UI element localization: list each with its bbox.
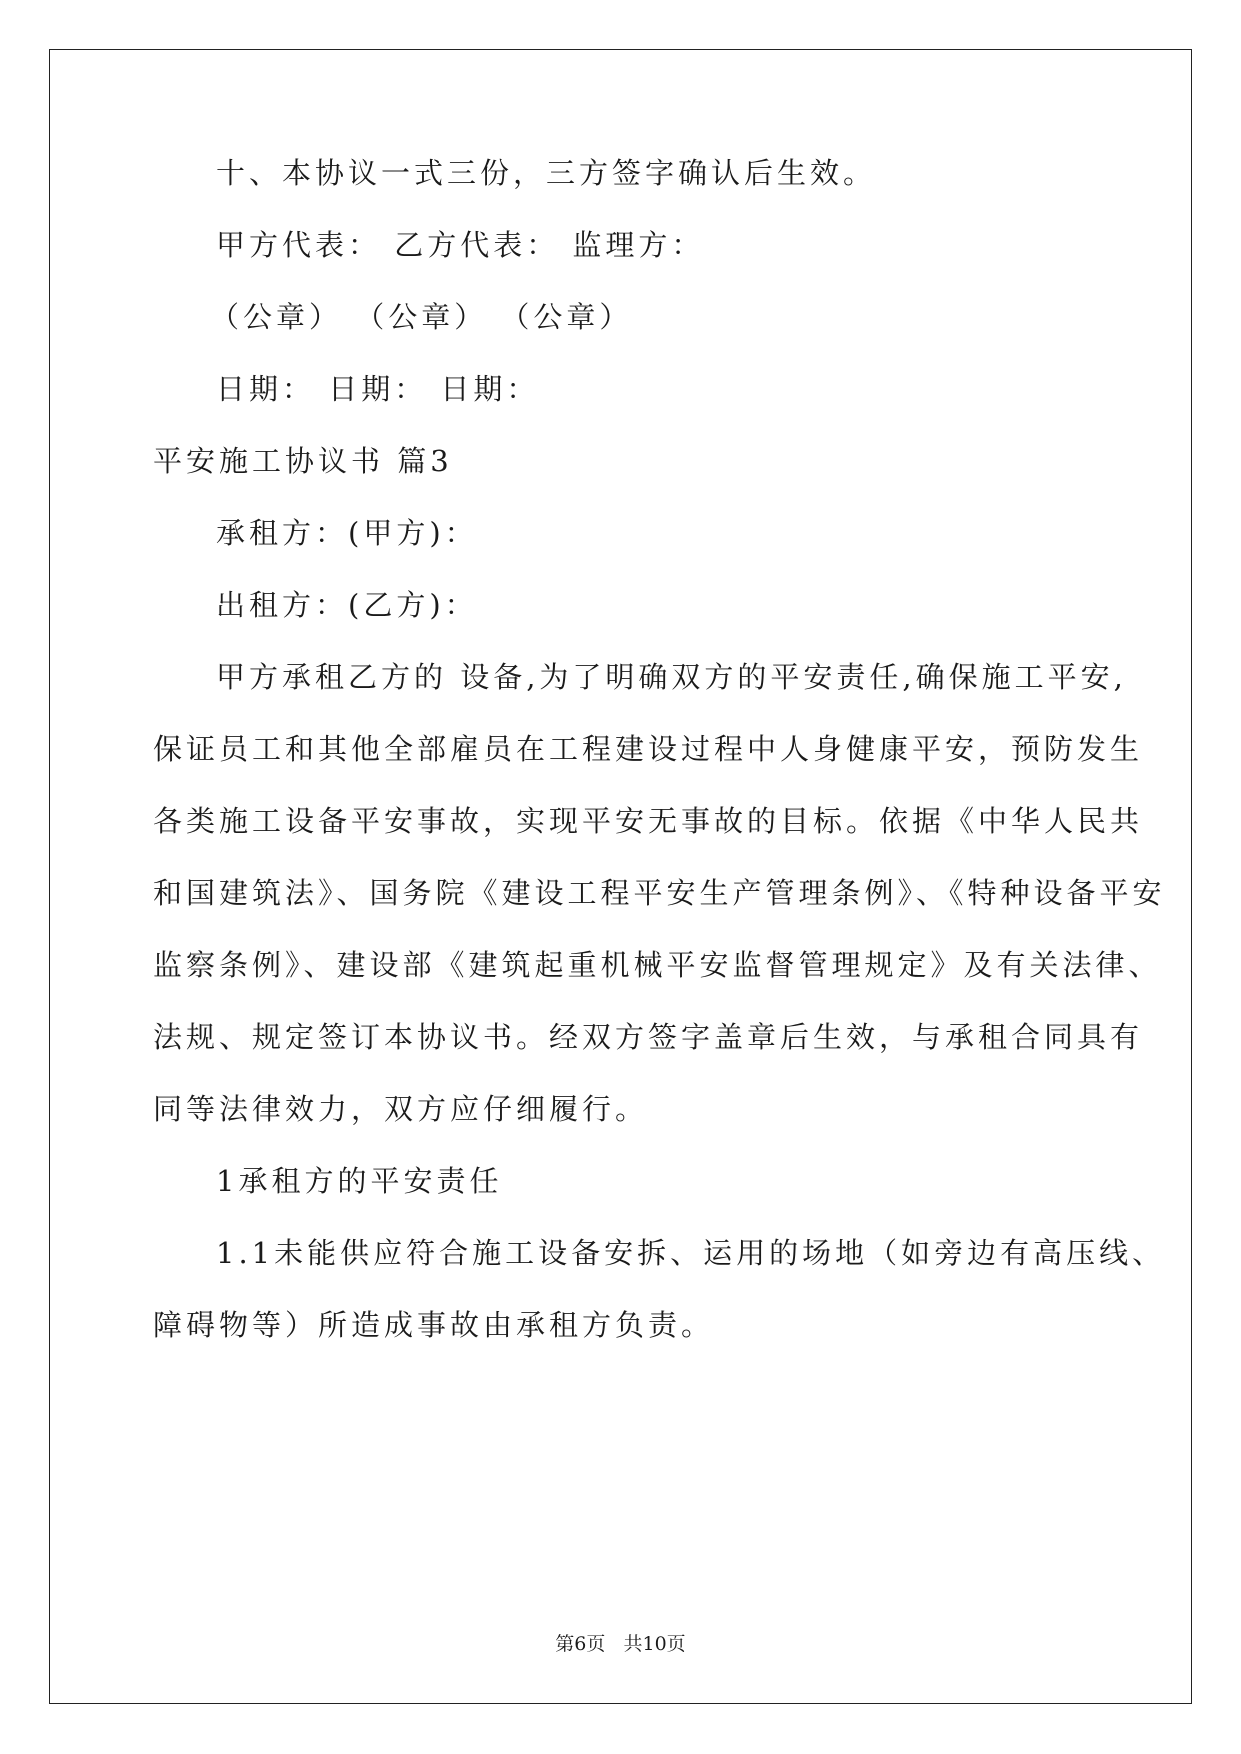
section-heading: 平安施工协议书 篇3	[153, 444, 453, 478]
subsection-heading: 1承租方的平安责任	[216, 1164, 503, 1198]
lessee-line: 承租方：(甲方)：	[216, 516, 478, 550]
clause-line: 1.1未能供应符合施工设备安拆、运用的场地（如旁边有高压线、	[216, 1236, 1166, 1270]
signature-representatives: 甲方代表： 乙方代表： 监理方：	[216, 228, 705, 262]
paragraph-line: 法规、规定签订本协议书。经双方签字盖章后生效，与承租合同具有	[153, 1020, 1144, 1054]
paragraph-line: 甲方承租乙方的 设备,为了明确双方的平安责任,确保施工平安,	[216, 660, 1127, 694]
lessor-line: 出租方：(乙方)：	[216, 588, 478, 622]
paragraph-line: 同等法律效力，双方应仔细履行。	[153, 1092, 649, 1126]
paragraph-line: 各类施工设备平安事故，实现平安无事故的目标。依据《中华人民共	[153, 804, 1144, 838]
paragraph-line: 监察条例》、建设部《建筑起重机械平安监督管理规定》及有关法律、	[153, 948, 1162, 982]
clause-line: 障碍物等）所造成事故由承租方负责。	[153, 1308, 715, 1342]
clause-ten: 十、本协议一式三份，三方签字确认后生效。	[216, 156, 877, 190]
page-number-footer: 第6页 共10页	[555, 1633, 686, 1655]
signature-dates: 日期： 日期： 日期：	[216, 372, 540, 406]
paragraph-line: 保证员工和其他全部雇员在工程建设过程中人身健康平安，预防发生	[153, 732, 1144, 766]
signature-seals: （公章） （公章） （公章）	[210, 300, 633, 334]
paragraph-line: 和国建筑法》、国务院《建设工程平安生产管理条例》、《特种设备平安	[153, 876, 1166, 910]
